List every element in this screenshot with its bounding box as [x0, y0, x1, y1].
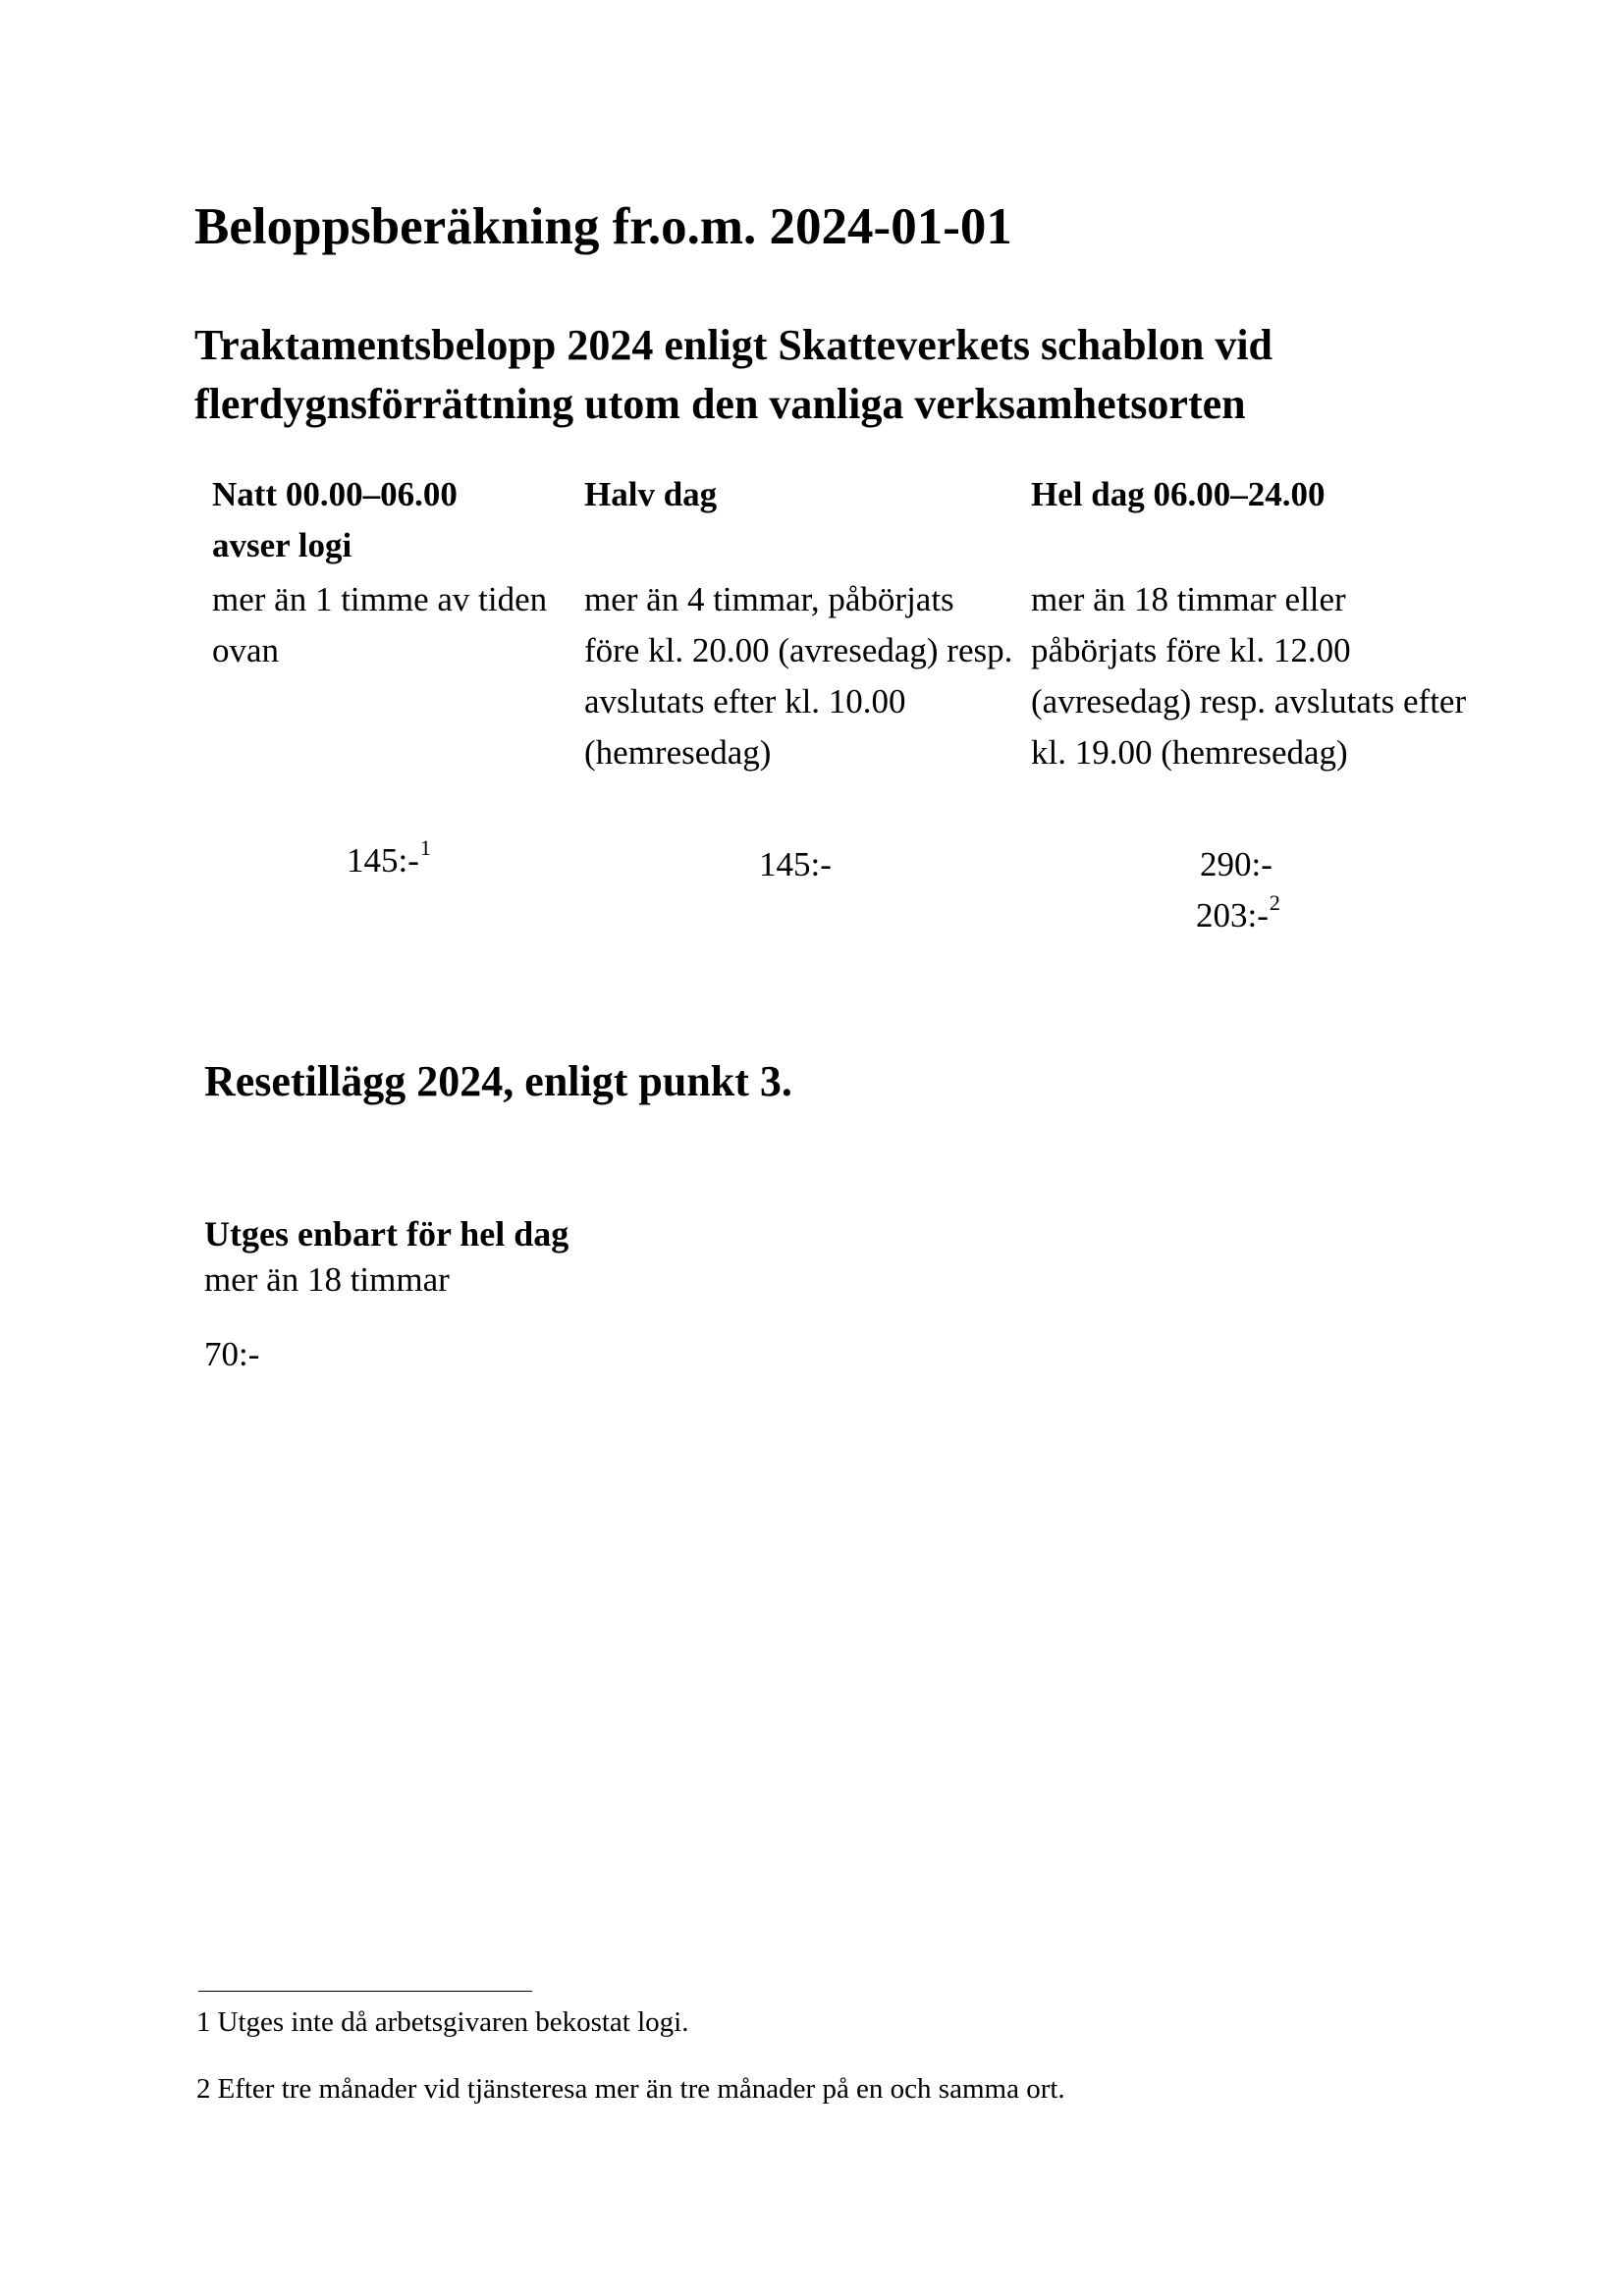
footnote-2-number: 2: [196, 2073, 211, 2105]
amount-hel-dag-value: 290:-: [1200, 845, 1272, 883]
column-halv-dag: [584, 469, 1016, 778]
resetillagg-amount: 70:-: [204, 1335, 260, 1373]
amount-hel-dag: [1200, 839, 1272, 890]
amount-halv-dag-value: 145:-: [759, 845, 832, 883]
footnote-ref-2: 2: [1269, 890, 1280, 916]
column-halv-dag-header: [584, 469, 1016, 571]
traktamente-section-title: Traktamentsbelopp 2024 enligt Skatteverkets schablon vid flerdygnsförrättning utom den vanliga verksamhetsorten: [194, 321, 1273, 428]
column-halv-dag-header-title: Halv dag: [584, 475, 718, 513]
footnote-1-text: Utges inte då arbetsgivaren bekostat logi.: [217, 2006, 689, 2038]
footnote-ref-1: 1: [419, 835, 431, 861]
column-natt-header: [212, 469, 575, 571]
column-hel-dag-header-subtitle: [1031, 520, 1473, 571]
column-natt-description: mer än 1 timme av tiden ovan: [212, 580, 548, 669]
column-hel-dag-description: mer än 18 timmar eller påbörjats före kl. 12.00 (avresedag) resp. avslutats efter kl. 19.00 (hemresedag): [1031, 580, 1467, 772]
column-halv-dag-description: mer än 4 timmar, påbörjats före kl. 20.00 (avresedag) resp. avslutats efter kl. 10.00 (hemresedag): [584, 580, 1013, 772]
column-hel-dag: [1031, 469, 1473, 778]
amount-natt: [347, 835, 431, 886]
amount-hel-dag-reduced-value: 203:-: [1196, 896, 1269, 934]
column-hel-dag-header: [1031, 469, 1473, 571]
resetillagg-section-title: Resetillägg 2024, enligt punkt 3.: [204, 1057, 792, 1105]
resetillagg-label: Utges enbart för hel dag: [204, 1214, 569, 1254]
page-title: Beloppsberäkning fr.o.m. 2024-01-01: [194, 198, 1012, 255]
amount-natt-value: 145:-: [347, 841, 419, 880]
amount-hel-dag-reduced: [1196, 890, 1280, 941]
footnote-2: [196, 2069, 1065, 2109]
column-natt-header-subtitle: avser logi: [212, 526, 352, 564]
column-halv-dag-header-subtitle: [584, 520, 1016, 571]
footnote-2-text: Efter tre månader vid tjänsteresa mer än tre månader på en och samma ort.: [217, 2073, 1065, 2105]
footnote-separator: [198, 1991, 532, 1992]
resetillagg-sublabel: mer än 18 timmar: [204, 1260, 450, 1299]
amount-halv-dag: [759, 839, 832, 890]
footnote-1-number: 1: [196, 2006, 211, 2038]
column-natt: [212, 469, 575, 676]
footnote-1: [196, 2002, 688, 2042]
column-natt-header-title: Natt 00.00–06.00: [212, 475, 458, 513]
column-hel-dag-header-title: Hel dag 06.00–24.00: [1031, 475, 1326, 513]
